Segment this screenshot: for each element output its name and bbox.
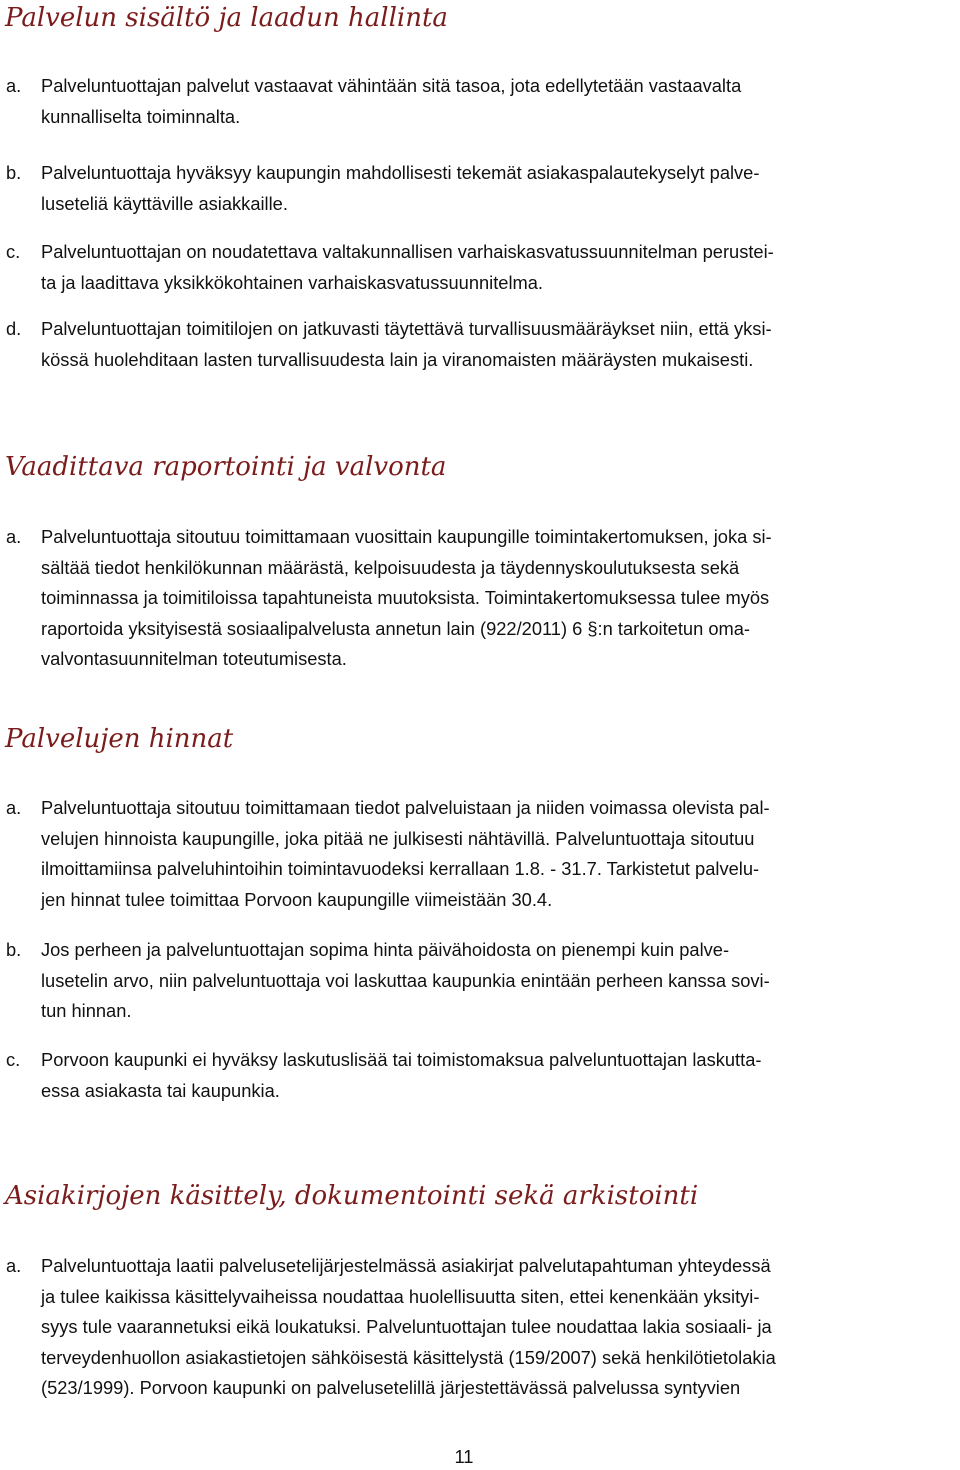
item-text-line: Palveluntuottaja sitoutuu toimittamaan vuosittain kaupungille toimintakertomuksen, joka si-	[41, 526, 772, 547]
list-item	[6, 158, 960, 219]
item-text-line: ta ja laadittava yksikkökohtainen varhaiskasvatussuunnitelma.	[41, 271, 543, 293]
list-item	[6, 935, 960, 1027]
item-text-line: jen hinnat tulee toimittaa Porvoon kaupungille viimeistään 30.4.	[41, 888, 553, 910]
list-item	[6, 793, 960, 915]
item-text-line: Palveluntuottajan toimitilojen on jatkuvasti täytettävä turvallisuusmääräykset niin, että yksi-	[41, 318, 772, 339]
item-text-line: Palveluntuottajan on noudatettava valtakunnallisen varhaiskasvatussuunnitelman perustei-	[41, 241, 774, 262]
item-text-line: (523/1999). Porvoon kaupunki on palvelusetelillä järjestettävässä palvelussa syntyvien	[41, 1377, 741, 1398]
item-text-line: kunnalliselta toiminnalta.	[41, 105, 241, 127]
list-item	[6, 314, 960, 375]
item-text-line: essa asiakasta tai kaupunkia.	[41, 1079, 280, 1101]
section-heading: Palvelujen hinnat	[5, 724, 234, 754]
page-number: 11	[454, 1446, 474, 1467]
item-text-line: sältää tiedot henkilökunnan määrästä, kelpoisuudesta ja täydennyskoulutuksesta sekä	[41, 556, 740, 578]
item-text-line: toiminnassa ja toimitiloissa tapahtuneista muutoksista. Toimintakertomuksessa tulee myös	[41, 587, 770, 608]
item-label: a.	[6, 1255, 22, 1276]
item-label: c.	[6, 1049, 21, 1070]
list-item	[6, 1045, 960, 1106]
item-label: a.	[6, 797, 22, 818]
list-item	[6, 1251, 960, 1404]
item-text-line: lusetelin arvo, niin palveluntuottaja voi laskuttaa kaupunkia enintään perheen kanssa sovi-	[41, 969, 770, 991]
item-label: a.	[6, 526, 22, 547]
item-text-line: raportoida yksityisestä sosiaalipalvelusta annetun lain (922/2011) 6 §:n tarkoitetun oma-	[41, 617, 750, 639]
item-text-line: ilmoittamiinsa palveluhintoihin toimintavuodeksi kerrallaan 1.8. - 31.7. Tarkistetut palvelu-	[41, 858, 760, 879]
list-item	[6, 71, 960, 132]
item-text-line: syys tule vaarannetuksi eikä loukatuksi. Palveluntuottajan tulee noudattaa lakia sosiaali- ja	[41, 1316, 772, 1337]
list-item	[6, 522, 960, 675]
item-text-line: velujen hinnoista kaupungille, joka pitää ne julkisesti nähtävillä. Palveluntuottaja sitoutuu	[41, 827, 755, 849]
section-heading: Palvelun sisältö ja laadun hallinta	[5, 3, 448, 33]
item-text-line: Porvoon kaupunki ei hyväksy laskutuslisää tai toimistomaksua palveluntuottajan laskutta-	[41, 1049, 762, 1070]
item-text-line: ja tulee kaikissa käsittelyvaiheissa noudattaa huolellisuutta siten, ettei kenenkään yksityi-	[41, 1285, 760, 1307]
item-label: b.	[6, 162, 22, 183]
item-label: a.	[6, 75, 22, 96]
item-label: d.	[6, 318, 22, 339]
item-text-line: luseteliä käyttäville asiakkaille.	[41, 192, 288, 214]
item-label: b.	[6, 939, 22, 960]
item-text-line: valvontasuunnitelman toteutumisesta.	[41, 648, 347, 669]
list-item	[6, 237, 960, 298]
section-heading: Vaadittava raportointi ja valvonta	[5, 452, 447, 482]
item-text-line: Palveluntuottaja hyväksyy kaupungin mahdollisesti tekemät asiakaspalautekyselyt palve-	[41, 162, 760, 183]
item-text-line: Jos perheen ja palveluntuottajan sopima hinta päivähoidosta on pienempi kuin palve-	[41, 939, 730, 960]
item-text-line: Palveluntuottaja laatii palvelusetelijärjestelmässä asiakirjat palvelutapahtuman yhteydessä	[41, 1255, 771, 1276]
item-text-line: kössä huolehditaan lasten turvallisuudesta lain ja viranomaisten määräysten mukaisesti.	[41, 348, 754, 370]
item-text-line: terveydenhuollon asiakastietojen sähköisestä käsittelystä (159/2007) sekä henkilötietolakia	[41, 1346, 776, 1368]
section-heading: Asiakirjojen käsittely, dokumentointi sekä arkistointi	[5, 1181, 699, 1211]
item-text-line: tun hinnan.	[41, 1000, 132, 1021]
item-text-line: Palveluntuottaja sitoutuu toimittamaan tiedot palveluistaan ja niiden voimassa olevista pal-	[41, 797, 770, 818]
item-label: c.	[6, 241, 21, 262]
item-text-line: Palveluntuottajan palvelut vastaavat vähintään sitä tasoa, jota edellytetään vastaavalta	[41, 75, 742, 96]
